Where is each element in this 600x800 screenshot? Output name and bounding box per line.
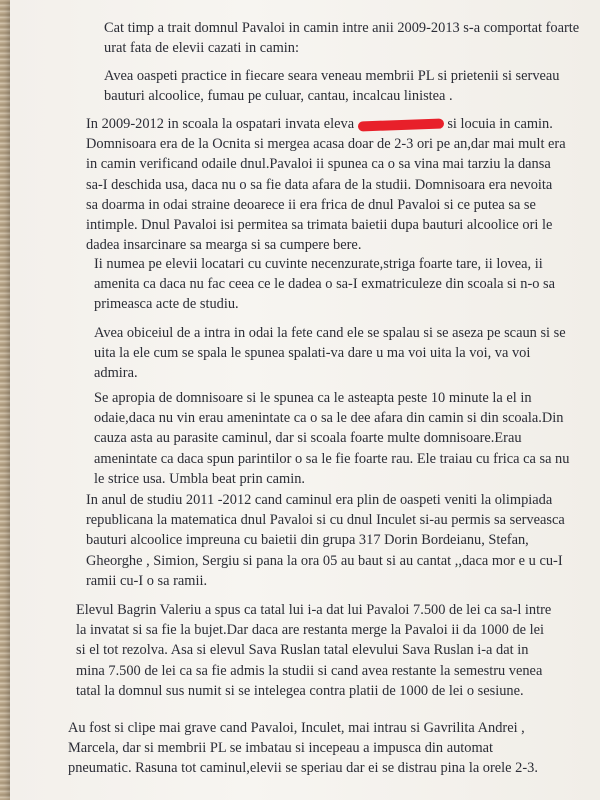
document-page	[10, 0, 600, 800]
paragraph-bribes: Elevul Bagrin Valeriu a spus ca tatal lui i-a dat lui Pavaloi 7.500 de lei ca sa-l intre la invatat si sa fie la bujet.Dar daca are restanta merge la Pavaloi ii da 1000 de lei si el tot rezolva. Asa si elevul Sava Ruslan tatal elevului Sava Ruslan i-a dat in mina 7.500 de lei ca sa fie admis la studii si cand avea restante la semestru venea tatal la domnul sus numit si se intelegea contra platii de 1000 de lei o sesiune.	[76, 602, 552, 699]
paragraph-text-after: si locuia in camin. Domnisoara era de la Ocnita si mergea acasa doar de 2-3 ori pe an,dar mai mult era in camin verificand odaile dnul.Pavaloi ii spunea ca o sa vina mai tarziu la dansa sa-I deschida usa, daca nu o sa fie data afara de la studii. Domnisoara era nevoita sa doarma in odai straine deoarece ii era frica de dnul Pavaloi si ce putea sa se intimple. Dnul Pavaloi isi permitea sa trimata baietii dupa bauturi alcoolice ori le dadea insarcinare sa mearga si sa cumpere bere.	[86, 116, 566, 254]
paragraph-threats: Se apropia de domnisoare si le spunea ca le asteapta peste 10 minute la el in odaie,daca nu vin erau amenintate ca o sa le dee afara din camin si din scoala.Din cauza asta au parasite caminul, dar si scoala foarte multe domnisoare.Erau amenintate ca daca spun parintilor o sa le fie foarte rau. Ele traiau cu frica ca sa nu le strice usa. Umbla beat prin camin.	[94, 390, 570, 487]
paragraph-intro: Cat timp a trait domnul Pavaloi in camin intre anii 2009-2013 s-a comportat foarte urat fata de elevii cazati in camin:	[104, 20, 580, 57]
paragraph-guests: Avea oaspeti practice in fiecare seara veneau membrii PL si prietenii si serveau bauturi alcoolice, fumau pe culuar, cantau, incalcau linistea .	[104, 68, 560, 105]
paragraph-olympiad: In anul de studiu 2011 -2012 cand caminul era plin de oaspeti veniti la olimpiada republicana la matematica dnul Pavaloi si cu dnul Inculet si-au permis sa serveasca bauturi alcoolice impreuna cu baietii din grupa 317 Dorin Bordeianu, Stefan, Gheorghe , Simion, Sergiu si pana la ora 05 au baut si au cantat ,,daca mor e u cu-I ramii cu-I o sa ramii.	[86, 492, 565, 589]
paragraph-washing: Avea obiceiul de a intra in odai la fete cand ele se spalau si se aseza pe scaun si se uita la ele cum se spala le spunea spalati-va dare u ma voi uita la voi, va voi admira.	[94, 325, 566, 382]
paragraph-insults: Ii numea pe elevii locatari cu cuvinte necenzurate,striga foarte tare, ii lovea, ii amenita ca daca nu fac ceea ce le dadea o sa-I exmatriculeze din scoala si n-o sa primeasca acte de studiu.	[94, 256, 556, 313]
paragraph-student-2009	[86, 114, 586, 255]
redaction-mark	[358, 118, 444, 131]
paragraph-shooting: Au fost si clipe mai grave cand Pavaloi, Inculet, mai intrau si Gavrilita Andrei , Marcela, dar si membrii PL se imbatau si incepeau a impusca din automat pneumatic. Rasuna tot caminul,elevii se speriau dar ei se distrau pina la orele 2-3.	[68, 720, 538, 777]
paragraph-text-before: In 2009-2012 in scoala la ospatari invata eleva	[86, 116, 358, 132]
